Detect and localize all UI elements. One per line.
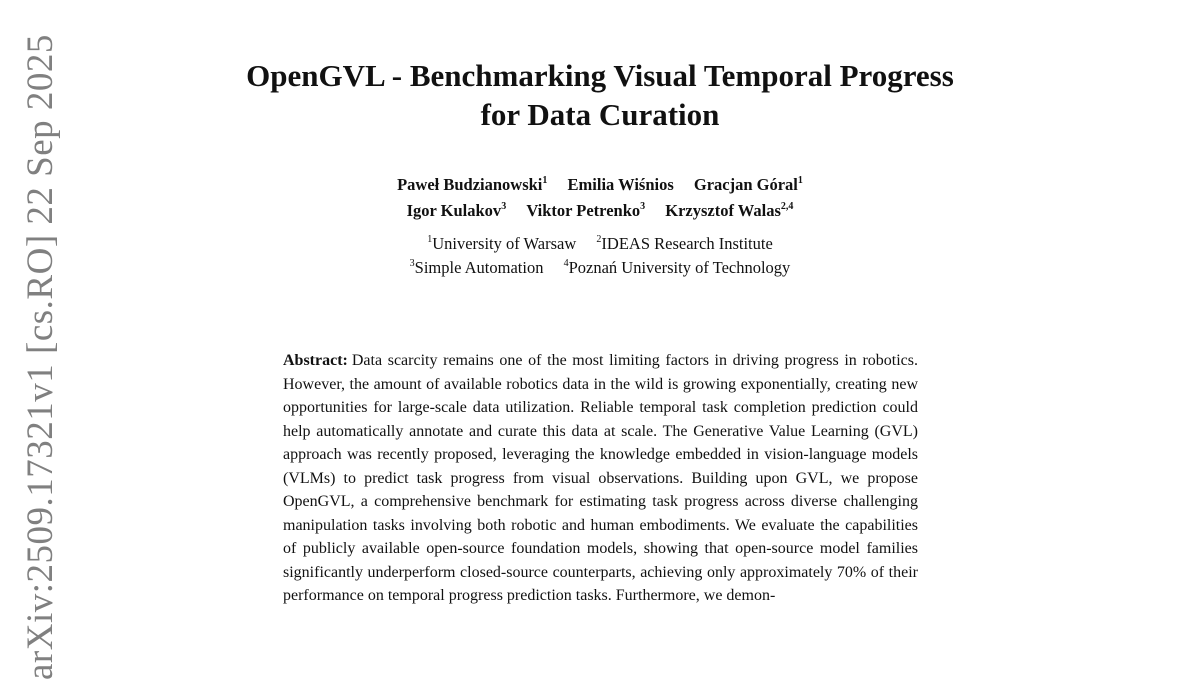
affiliation xyxy=(596,234,772,253)
affiliation-list xyxy=(0,232,1200,280)
author-name: Krzysztof Walas xyxy=(665,201,781,220)
affiliation xyxy=(564,258,791,277)
author-name: Igor Kulakov xyxy=(406,201,502,220)
arxiv-side-stamp xyxy=(19,34,69,680)
author-affiliation-mark: 3 xyxy=(501,200,507,212)
affiliation-row-1 xyxy=(0,232,1200,256)
affiliation-mark: 4 xyxy=(563,257,569,269)
paper-title-line-1: OpenGVL - Benchmarking Visual Temporal Progress xyxy=(246,58,954,93)
author-name: Emilia Wiśnios xyxy=(567,175,674,194)
author-affiliation-mark: 1 xyxy=(542,174,548,186)
author xyxy=(526,201,645,220)
affiliation-mark: 3 xyxy=(409,257,415,269)
author xyxy=(694,175,803,194)
abstract-label: Abstract: xyxy=(283,352,348,369)
author-affiliation-mark: 3 xyxy=(640,200,646,212)
author xyxy=(568,175,674,194)
author-affiliation-mark: 2,4 xyxy=(780,200,794,212)
paper-title-line-2: for Data Curation xyxy=(480,97,720,132)
affiliation-row-2 xyxy=(0,256,1200,280)
author xyxy=(397,175,547,194)
author-list xyxy=(0,172,1200,224)
affiliation-name: Poznań University of Technology xyxy=(568,258,791,277)
affiliation-mark: 1 xyxy=(427,233,433,245)
affiliation-name: University of Warsaw xyxy=(432,234,577,253)
affiliation-name: Simple Automation xyxy=(414,258,544,277)
author xyxy=(407,201,507,220)
author-name: Gracjan Góral xyxy=(693,175,798,194)
affiliation-name: IDEAS Research Institute xyxy=(601,234,773,253)
abstract xyxy=(283,349,918,608)
affiliation xyxy=(427,234,576,253)
author-affiliation-mark: 1 xyxy=(797,174,803,186)
affiliation-mark: 2 xyxy=(596,233,602,245)
author-row-2 xyxy=(0,198,1200,224)
affiliation xyxy=(410,258,544,277)
author-row-1 xyxy=(0,172,1200,198)
author-name: Paweł Budzianowski xyxy=(397,175,543,194)
author-name: Viktor Petrenko xyxy=(526,201,641,220)
abstract-text: Data scarcity remains one of the most limiting factors in driving progress in robotics. However, the amount of available robotics data in the wild is growing exponentially, creating new opportunities for large-scale data utilization. Reliable temporal task completion prediction could help automatically annotate and curate this data at scale. The Generative Value Learning (GVL) approach was recently proposed, leveraging the knowledge embedded in vision-language models (VLMs) to predict task progress from visual observations. Building upon GVL, we propose OpenGVL, a comprehensive benchmark for estimating task progress across diverse challenging manipulation tasks involving both robotic and human embodiments. We evaluate the capabilities of publicly available open-source foundation models, showing that open-source model families significantly underperform closed-source counterparts, achieving only approximately 70% of their performance on temporal progress prediction tasks. Furthermore, we demon- xyxy=(283,352,918,604)
author xyxy=(665,201,793,220)
arxiv-identifier: arXiv:2509.17321v1 [cs.RO] 22 Sep 2025 xyxy=(20,34,61,680)
paper-title xyxy=(0,56,1200,134)
